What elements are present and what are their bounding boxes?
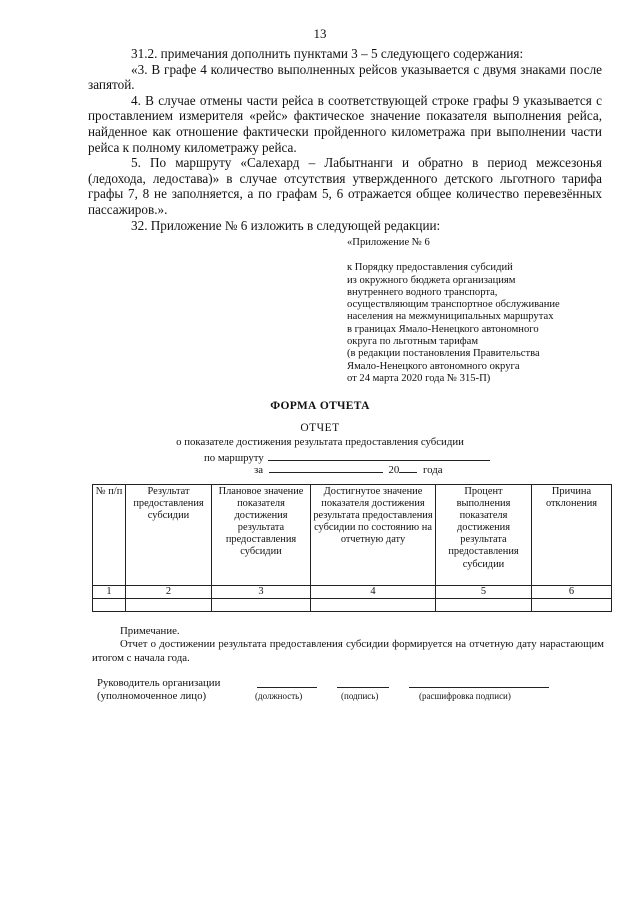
table-cell[interactable] bbox=[212, 599, 311, 612]
paragraph: 4. В случае отмены части рейса в соответствующей строке графы 9 указывается с проставлением измерителя «рейс» фактическое значение показателя выполнения рейса, найденное как отношение фактически пройденного километража при выполнении части рейса к полному километражу рейса. bbox=[88, 92, 602, 155]
table-header-cell: № п/п bbox=[93, 485, 126, 586]
signature-line[interactable] bbox=[337, 687, 389, 688]
report-title: ОТЧЕТ bbox=[300, 422, 340, 434]
appendix-line: к Порядку предоставления субсидий bbox=[347, 262, 513, 274]
note-title: Примечание. bbox=[120, 625, 180, 637]
note bbox=[92, 625, 604, 665]
table-header-cell: Достигнутое значение показателя достижения результата предоставления субсидии по состоянию на отчетную дату bbox=[311, 485, 436, 586]
appendix-line: населения на межмуниципальных маршрутах bbox=[347, 311, 554, 323]
paragraph: 31.2. примечания дополнить пунктами 3 – 5 следующего содержания: bbox=[131, 46, 524, 61]
signature-block bbox=[97, 677, 617, 713]
page-number: 13 bbox=[313, 26, 327, 41]
year-blank-field[interactable] bbox=[399, 461, 417, 473]
column-number-cell: 6 bbox=[532, 586, 612, 599]
table-row bbox=[93, 599, 612, 612]
table-column-number-row bbox=[93, 586, 612, 599]
position-caption: (должность) bbox=[255, 691, 303, 701]
appendix-header bbox=[347, 237, 607, 385]
appendix-line: Ямало-Ненецкого автономного округа bbox=[347, 360, 520, 372]
column-number-cell: 5 bbox=[436, 586, 532, 599]
route-blank-field[interactable] bbox=[268, 449, 490, 461]
table-header-cell: Причина отклонения bbox=[532, 485, 612, 586]
period-blank-field[interactable] bbox=[269, 461, 383, 473]
report-table bbox=[92, 484, 612, 612]
table-header-cell: Процент выполнения показателя достижения результата предоставления субсидии bbox=[436, 485, 532, 586]
table-cell[interactable] bbox=[126, 599, 212, 612]
column-number-cell: 2 bbox=[126, 586, 212, 599]
appendix-line: из окружного бюджета организациям bbox=[347, 274, 516, 286]
name-caption: (расшифровка подписи) bbox=[419, 691, 511, 701]
table-header-cell: Плановое значение показателя достижения результата предоставления субсидии bbox=[212, 485, 311, 586]
body-text bbox=[88, 46, 602, 233]
appendix-line: (в редакции постановления Правительства bbox=[347, 348, 540, 360]
paragraph: 5. По маршруту «Салехард – Лабытнанги и обратно в период межсезонья (ледохода, ледостава)» в случае отсутствия утвержденного детского льготного тарифа графы 7, 8 не заполняется, а по графам 5, 6 отражается общее количество перевезённых пассажиров.». bbox=[88, 155, 602, 217]
table-cell[interactable] bbox=[436, 599, 532, 612]
appendix-line: округа по льготным тарифам bbox=[347, 336, 479, 348]
signature-caption: (подпись) bbox=[341, 691, 379, 701]
table-header-row bbox=[93, 485, 612, 586]
appendix-line: внутреннего водного транспорта, bbox=[347, 286, 498, 298]
paragraph: «3. В графе 4 количество выполненных рейсов указывается с двумя знаками после запятой. bbox=[88, 61, 602, 93]
note-text: Отчет о достижении результата предоставления субсидии формируется на отчетную дату нарастающим итогом с начала года. bbox=[92, 638, 604, 664]
appendix-title: «Приложение № 6 bbox=[347, 237, 430, 248]
appendix-line: осуществляющим транспортное обслуживание bbox=[347, 299, 560, 311]
appendix-line: в границах Ямало-Ненецкого автономного bbox=[347, 323, 539, 335]
form-title: ФОРМА ОТЧЕТА bbox=[270, 400, 370, 412]
year-prefix: 20 bbox=[388, 464, 400, 476]
column-number-cell: 1 bbox=[93, 586, 126, 599]
signature-role: Руководитель организации bbox=[97, 677, 221, 689]
table-header-cell: Результат предоставления субсидии bbox=[126, 485, 212, 586]
position-line[interactable] bbox=[257, 687, 317, 688]
appendix-line: от 24 марта 2020 года № 315-П) bbox=[347, 372, 491, 384]
column-number-cell: 4 bbox=[311, 586, 436, 599]
route-label: по маршруту bbox=[204, 452, 264, 464]
table-cell[interactable] bbox=[93, 599, 126, 612]
column-number-cell: 3 bbox=[212, 586, 311, 599]
report-subtitle: о показателе достижения результата предоставления субсидии bbox=[176, 436, 464, 448]
period-line bbox=[254, 461, 443, 476]
year-suffix: года bbox=[422, 464, 443, 476]
paragraph: 32. Приложение № 6 изложить в следующей редакции: bbox=[131, 217, 441, 233]
signature-role-sub: (уполномоченное лицо) bbox=[97, 690, 207, 702]
period-prefix: за bbox=[254, 464, 264, 476]
table-cell[interactable] bbox=[532, 599, 612, 612]
name-line[interactable] bbox=[409, 687, 549, 688]
table-cell[interactable] bbox=[311, 599, 436, 612]
